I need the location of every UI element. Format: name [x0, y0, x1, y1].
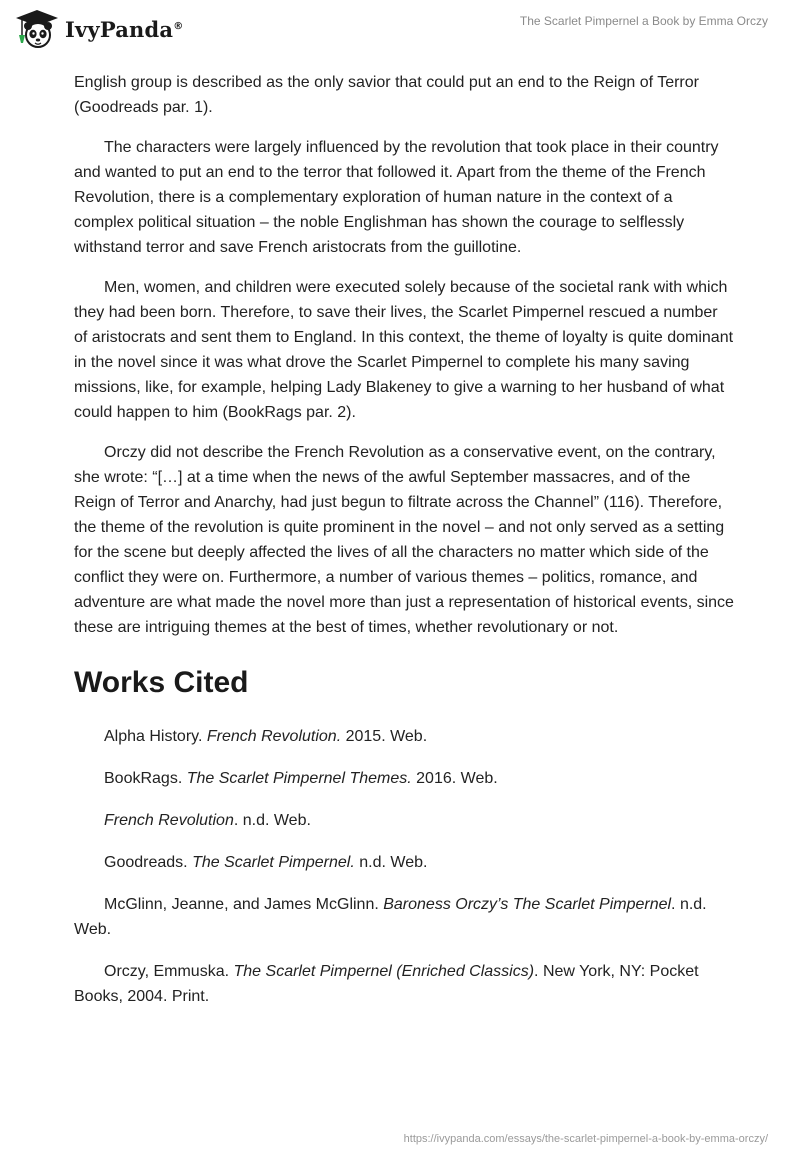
- essay-body: [74, 70, 734, 1026]
- citation-entry: McGlinn, Jeanne, and James McGlinn. Baroness Orczy’s The Scarlet Pimpernel. n.d. Web.: [74, 896, 707, 938]
- registered-mark: ®: [173, 20, 184, 32]
- citation-entry: French Revolution. n.d. Web.: [104, 812, 311, 829]
- panda-graduate-icon: [14, 8, 60, 50]
- citation-entry: Alpha History. French Revolution. 2015. Web.: [104, 728, 428, 745]
- paragraph-4: Orczy did not describe the French Revolution as a conservative event, on the contrary, she wrote: “[…] at a time when the news of the awful September massacres, and of the Reign of Terror and Anarchy, had just begun to filtrate across the Channel” (116). Therefore, the theme of the revolution is quite prominent in the novel – and not only served as a setting for the scene but deeply affected the lives of all the characters no matter which side of the conflict they were on. Furthermore, a number of various themes – politics, romance, and adventure are what made the novel more than just a representation of historical events, since these are intriguing themes at the best of times, whether revolutionary or not.: [74, 444, 734, 636]
- citation-entry: Orczy, Emmuska. The Scarlet Pimpernel (Enriched Classics). New York, NY: Pocket Books, 2004. Print.: [74, 963, 699, 1005]
- page-header: [0, 0, 800, 62]
- document-title: The Scarlet Pimpernel a Book by Emma Orczy: [519, 14, 768, 28]
- paragraph-3: Men, women, and children were executed solely because of the societal rank with which they had been born. Therefore, to save their lives, the Scarlet Pimpernel rescued a number of aristocrats and sent them to England. In this context, the theme of loyalty is quite dominant in the novel since it was what drove the Scarlet Pimpernel to complete his many saving missions, like, for example, helping Lady Blakeney to give a warning to her husband of what could happen to him (BookRags par. 2).: [74, 279, 734, 421]
- citation-entry: BookRags. The Scarlet Pimpernel Themes. 2016. Web.: [104, 770, 498, 787]
- logo-wordmark: IvyPanda®: [65, 16, 184, 42]
- works-cited-heading: Works Cited: [74, 666, 249, 699]
- paragraph-2: The characters were largely influenced by the revolution that took place in their country and wanted to put an end to the terror that followed it. Apart from the theme of the French Revolution, there is a complementary exploration of human nature in the context of a complex political situation – the noble Englishman has shown the courage to selflessly withstand terror and save French aristocrats from the guillotine.: [74, 139, 719, 256]
- paragraph-1: English group is described as the only savior that could put an end to the Reign of Terror (Goodreads par. 1).: [74, 74, 699, 116]
- citation-entry: Goodreads. The Scarlet Pimpernel. n.d. Web.: [104, 854, 428, 871]
- works-cited-list: [74, 724, 734, 1009]
- source-url-link[interactable]: https://ivypanda.com/essays/the-scarlet-pimpernel-a-book-by-emma-orczy/: [403, 1133, 768, 1145]
- ivypanda-logo[interactable]: [14, 8, 183, 50]
